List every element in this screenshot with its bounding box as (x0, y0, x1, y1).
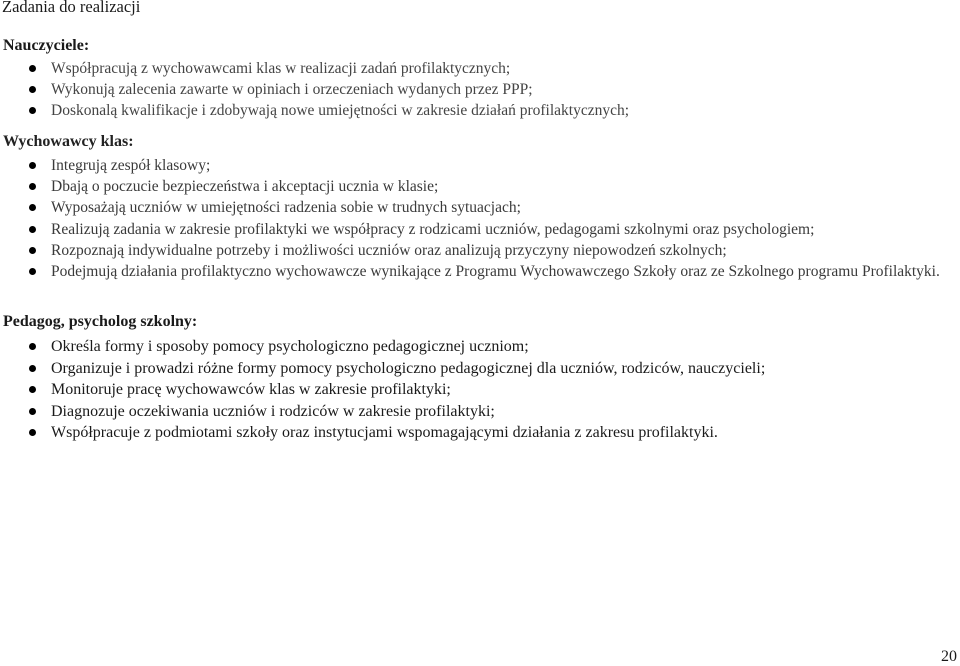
page-number: 20 (941, 648, 957, 665)
section-heading: Nauczyciele: (3, 37, 90, 54)
list-item: Realizują zadania w zakresie profilaktyki we współpracy z rodzicami uczniów, pedagogami szkolnymi oraz psychologiem; (3, 219, 941, 240)
section-teachers (3, 35, 629, 122)
section-pedagogue-psychologist (3, 311, 765, 444)
bullet-list (3, 336, 765, 444)
section-class-tutors (3, 131, 941, 282)
list-item: Wykonują zalecenia zawarte w opiniach i orzeczeniach wydanych przez PPP; (3, 79, 629, 100)
list-item: Współpracują z wychowawcami klas w realizacji zadań profilaktycznych; (3, 58, 629, 79)
list-item: Podejmują działania profilaktyczno wychowawcze wynikające z Programu Wychowawczego Szkoły oraz ze Szkolnego programu Profilaktyki. (3, 261, 941, 282)
list-item: Wyposażają uczniów w umiejętności radzenia sobie w trudnych sytuacjach; (3, 197, 941, 218)
list-item: Integrują zespół klasowy; (3, 155, 941, 176)
list-item: Dbają o poczucie bezpieczeństwa i akceptacji ucznia w klasie; (3, 176, 941, 197)
list-item: Współpracuje z podmiotami szkoły oraz instytucjami wspomagającymi działania z zakresu profilaktyki. (3, 422, 765, 444)
page-title: Zadania do realizacji (2, 0, 141, 16)
list-item: Organizuje i prowadzi różne formy pomocy psychologiczno pedagogicznej dla uczniów, rodziców, nauczycieli; (3, 358, 765, 380)
list-item: Określa formy i sposoby pomocy psychologiczno pedagogicznej uczniom; (3, 336, 765, 358)
bullet-list (3, 58, 629, 122)
list-item: Diagnozuje oczekiwania uczniów i rodziców w zakresie profilaktyki; (3, 401, 765, 423)
section-heading: Pedagog, psycholog szkolny: (3, 313, 198, 330)
section-heading: Wychowawcy klas: (3, 133, 134, 150)
list-item: Monitoruje pracę wychowawców klas w zakresie profilaktyki; (3, 379, 765, 401)
bullet-list (3, 155, 941, 282)
list-item: Rozpoznają indywidualne potrzeby i możliwości uczniów oraz analizują przyczyny niepowodzeń szkolnych; (3, 240, 941, 261)
list-item: Doskonalą kwalifikacje i zdobywają nowe umiejętności w zakresie działań profilaktycznych; (3, 100, 629, 121)
